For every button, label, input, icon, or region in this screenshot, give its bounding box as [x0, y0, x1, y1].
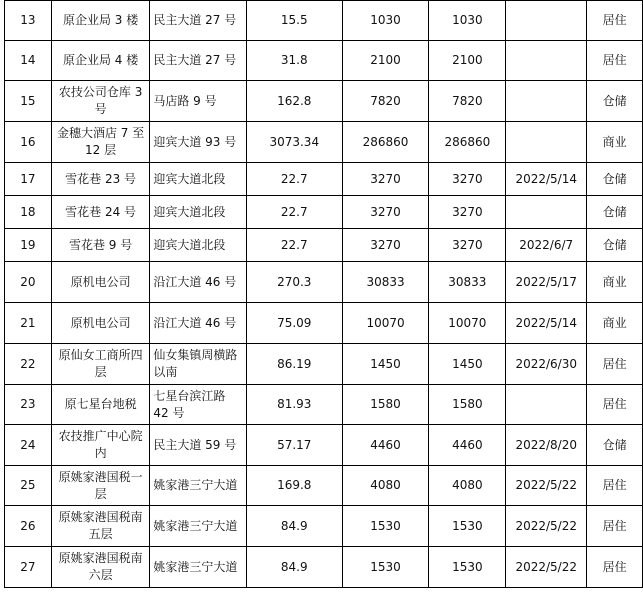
cell-address: 迎宾大道 93 号	[150, 122, 247, 163]
cell-usage: 商业	[587, 303, 643, 344]
cell-usage: 仓储	[587, 196, 643, 229]
property-table	[4, 0, 643, 588]
table-row	[5, 196, 643, 229]
cell-index: 21	[5, 303, 52, 344]
cell-property-name: 原七星台地税	[51, 385, 150, 425]
cell-date: 2022/8/20	[506, 425, 587, 466]
cell-address: 仙女集镇周横路以南	[150, 344, 247, 385]
cell-value-1: 3270	[342, 196, 429, 229]
cell-address: 沿江大道 46 号	[150, 262, 247, 303]
table-row	[5, 425, 643, 466]
cell-index: 26	[5, 506, 52, 547]
cell-value-1: 10070	[342, 303, 429, 344]
cell-value-2: 4080	[429, 466, 506, 506]
cell-area: 57.17	[246, 425, 342, 466]
cell-value-1: 2100	[342, 41, 429, 81]
cell-value-2: 4460	[429, 425, 506, 466]
cell-value-1: 1530	[342, 547, 429, 588]
cell-property-name: 金穗大酒店 7 至 12 层	[51, 122, 150, 163]
table-row	[5, 229, 643, 262]
cell-date: 2022/5/22	[506, 506, 587, 547]
cell-date	[506, 1, 587, 41]
cell-value-2: 1530	[429, 547, 506, 588]
cell-usage: 仓储	[587, 81, 643, 122]
cell-usage: 居住	[587, 506, 643, 547]
cell-index: 20	[5, 262, 52, 303]
cell-address: 沿江大道 46 号	[150, 303, 247, 344]
cell-date: 2022/5/14	[506, 163, 587, 196]
table-row	[5, 506, 643, 547]
cell-property-name: 原姚家港国税南六层	[51, 547, 150, 588]
cell-value-2: 2100	[429, 41, 506, 81]
cell-date	[506, 196, 587, 229]
cell-area: 31.8	[246, 41, 342, 81]
cell-area: 84.9	[246, 547, 342, 588]
cell-usage: 仓储	[587, 229, 643, 262]
cell-property-name: 原机电公司	[51, 303, 150, 344]
cell-area: 3073.34	[246, 122, 342, 163]
cell-date: 2022/5/22	[506, 547, 587, 588]
cell-date: 2022/6/7	[506, 229, 587, 262]
cell-date: 2022/5/17	[506, 262, 587, 303]
cell-value-1: 3270	[342, 163, 429, 196]
cell-value-1: 1580	[342, 385, 429, 425]
cell-index: 17	[5, 163, 52, 196]
cell-address: 民主大道 27 号	[150, 41, 247, 81]
cell-value-1: 4460	[342, 425, 429, 466]
cell-property-name: 雪花巷 9 号	[51, 229, 150, 262]
cell-address: 民主大道 27 号	[150, 1, 247, 41]
cell-value-2: 1530	[429, 506, 506, 547]
cell-address: 迎宾大道北段	[150, 196, 247, 229]
cell-area: 84.9	[246, 506, 342, 547]
cell-value-1: 286860	[342, 122, 429, 163]
cell-date	[506, 385, 587, 425]
table-row	[5, 122, 643, 163]
cell-date: 2022/5/14	[506, 303, 587, 344]
cell-index: 25	[5, 466, 52, 506]
cell-value-1: 1530	[342, 506, 429, 547]
cell-address: 姚家港三宁大道	[150, 547, 247, 588]
cell-value-2: 286860	[429, 122, 506, 163]
cell-usage: 居住	[587, 344, 643, 385]
cell-usage: 商业	[587, 122, 643, 163]
cell-property-name: 农技公司仓库 3 号	[51, 81, 150, 122]
cell-index: 15	[5, 81, 52, 122]
cell-property-name: 雪花巷 23 号	[51, 163, 150, 196]
cell-property-name: 原机电公司	[51, 262, 150, 303]
cell-address: 迎宾大道北段	[150, 229, 247, 262]
cell-address: 民主大道 59 号	[150, 425, 247, 466]
cell-area: 22.7	[246, 229, 342, 262]
cell-usage: 居住	[587, 41, 643, 81]
cell-address: 姚家港三宁大道	[150, 506, 247, 547]
cell-value-2: 7820	[429, 81, 506, 122]
cell-value-2: 10070	[429, 303, 506, 344]
cell-area: 75.09	[246, 303, 342, 344]
cell-usage: 居住	[587, 466, 643, 506]
cell-date: 2022/5/22	[506, 466, 587, 506]
cell-index: 24	[5, 425, 52, 466]
cell-index: 19	[5, 229, 52, 262]
cell-value-1: 30833	[342, 262, 429, 303]
cell-value-2: 1030	[429, 1, 506, 41]
cell-address: 马店路 9 号	[150, 81, 247, 122]
table-row	[5, 41, 643, 81]
cell-property-name: 农技推广中心院内	[51, 425, 150, 466]
table-row	[5, 466, 643, 506]
cell-value-1: 1030	[342, 1, 429, 41]
cell-index: 23	[5, 385, 52, 425]
cell-usage: 居住	[587, 547, 643, 588]
table-row	[5, 163, 643, 196]
cell-property-name: 原姚家港国税一层	[51, 466, 150, 506]
cell-usage: 仓储	[587, 425, 643, 466]
cell-property-name: 原企业局 4 楼	[51, 41, 150, 81]
cell-index: 14	[5, 41, 52, 81]
table-body	[5, 1, 643, 588]
cell-area: 81.93	[246, 385, 342, 425]
cell-usage: 居住	[587, 385, 643, 425]
cell-usage: 商业	[587, 262, 643, 303]
cell-usage: 居住	[587, 1, 643, 41]
cell-date	[506, 122, 587, 163]
cell-date: 2022/6/30	[506, 344, 587, 385]
table-row	[5, 262, 643, 303]
cell-value-2: 3270	[429, 229, 506, 262]
cell-value-1: 3270	[342, 229, 429, 262]
cell-value-2: 1450	[429, 344, 506, 385]
cell-address: 迎宾大道北段	[150, 163, 247, 196]
cell-address: 七星台滨江路 42 号	[150, 385, 247, 425]
cell-area: 270.3	[246, 262, 342, 303]
cell-value-2: 3270	[429, 196, 506, 229]
cell-value-1: 4080	[342, 466, 429, 506]
cell-property-name: 原姚家港国税南五层	[51, 506, 150, 547]
cell-property-name: 原企业局 3 楼	[51, 1, 150, 41]
cell-area: 22.7	[246, 163, 342, 196]
cell-value-1: 7820	[342, 81, 429, 122]
table-row	[5, 1, 643, 41]
cell-value-2: 30833	[429, 262, 506, 303]
table-row	[5, 344, 643, 385]
cell-property-name: 原仙女工商所四层	[51, 344, 150, 385]
table-row	[5, 385, 643, 425]
cell-area: 86.19	[246, 344, 342, 385]
table-row	[5, 81, 643, 122]
cell-address: 姚家港三宁大道	[150, 466, 247, 506]
cell-usage: 仓储	[587, 163, 643, 196]
table-row	[5, 303, 643, 344]
table-row	[5, 547, 643, 588]
cell-property-name: 雪花巷 24 号	[51, 196, 150, 229]
cell-date	[506, 81, 587, 122]
cell-index: 16	[5, 122, 52, 163]
cell-index: 22	[5, 344, 52, 385]
cell-area: 15.5	[246, 1, 342, 41]
cell-area: 169.8	[246, 466, 342, 506]
cell-index: 13	[5, 1, 52, 41]
cell-area: 22.7	[246, 196, 342, 229]
cell-value-2: 3270	[429, 163, 506, 196]
cell-area: 162.8	[246, 81, 342, 122]
cell-index: 18	[5, 196, 52, 229]
cell-date	[506, 41, 587, 81]
cell-value-2: 1580	[429, 385, 506, 425]
cell-index: 27	[5, 547, 52, 588]
cell-value-1: 1450	[342, 344, 429, 385]
